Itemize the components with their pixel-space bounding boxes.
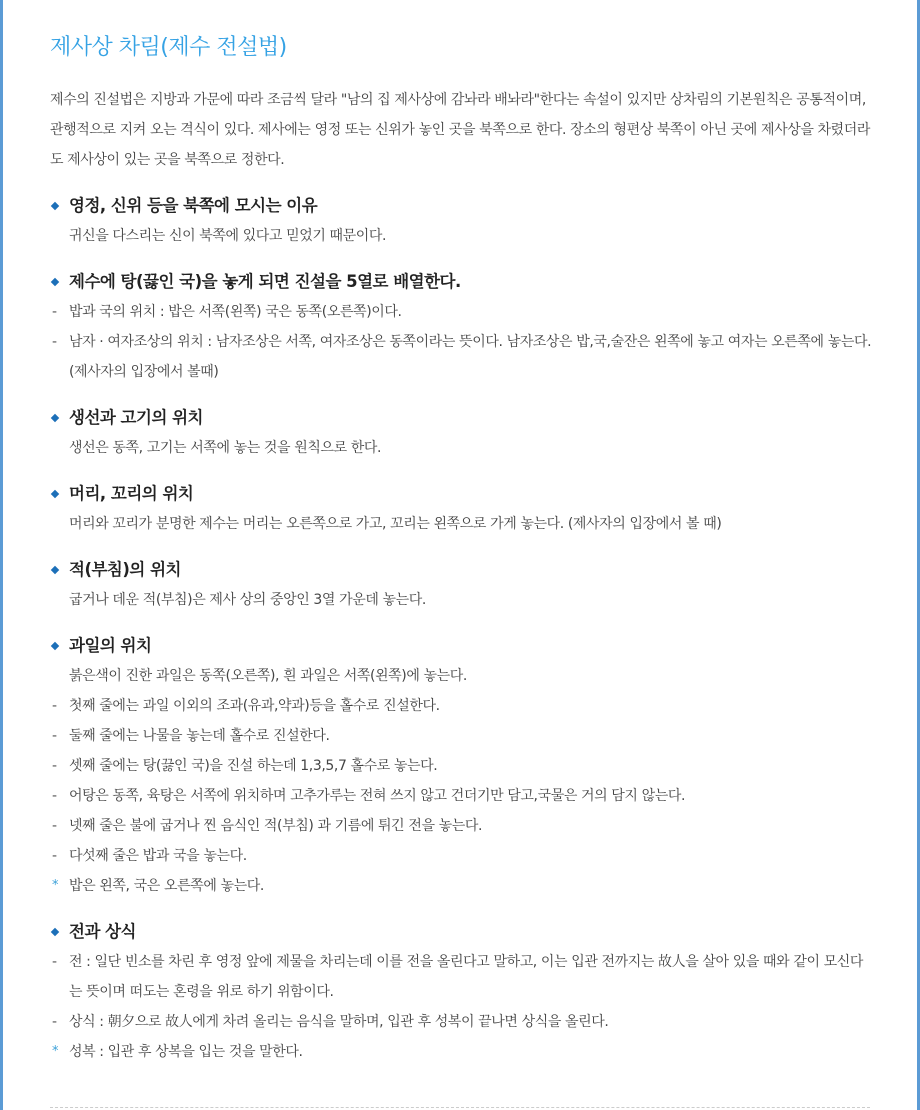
line-text: 둘째 줄에는 나물을 놓는데 홀수로 진설한다. [69, 728, 330, 744]
section-heading-text: 과일의 위치 [69, 636, 152, 655]
list-item [50, 1007, 872, 1037]
section-heading-text: 적(부침)의 위치 [69, 560, 181, 579]
section [50, 555, 872, 615]
page-title: 제사상 차림(제수 전설법) [50, 35, 287, 60]
section-heading [50, 403, 872, 433]
section-text [50, 585, 872, 615]
line-text: 전 : 일단 빈소를 차린 후 영정 앞에 제물을 차리는데 이를 전을 올린다고 말하고, 이는 입관 전까지는 故人을 살아 있을 때와 같이 모신다는 뜻이며 떠도는 혼령을 위로 하기 위함이다. [69, 954, 863, 1000]
line-text: 밥은 왼쪽, 국은 오른쪽에 놓는다. [69, 878, 264, 894]
line-text: 첫째 줄에는 과일 이외의 조과(유과,약과)등을 홀수로 진설한다. [69, 698, 440, 714]
dash-icon: - [52, 1014, 57, 1030]
list-item [50, 781, 872, 811]
diamond-bullet-icon [51, 566, 59, 574]
list-item [50, 691, 872, 721]
section-heading-text: 영정, 신위 등을 북쪽에 모시는 이유 [69, 196, 318, 215]
list-item [50, 947, 872, 1007]
dash-icon: - [52, 788, 57, 804]
section-heading [50, 631, 872, 661]
line-text: 셋째 줄에는 탕(끓인 국)을 진설 하는데 1,3,5,7 홀수로 놓는다. [69, 758, 438, 774]
line-text: 굽거나 데운 적(부침)은 제사 상의 중앙인 3열 가운데 놓는다. [69, 592, 426, 608]
section-text [50, 221, 872, 251]
section [50, 267, 872, 387]
line-text: 남자 · 여자조상의 위치 : 남자조상은 서쪽, 여자조상은 동쪽이라는 뜻이다. 남자조상은 밥,국,술잔은 왼쪽에 놓고 여자는 오른쪽에 놓는다. (제사자의 입장에서 볼때) [69, 334, 872, 380]
diamond-bullet-icon [51, 642, 59, 650]
diamond-bullet-icon [51, 278, 59, 286]
line-text: 붉은색이 진한 과일은 동쪽(오른쪽), 흰 과일은 서쪽(왼쪽)에 놓는다. [69, 668, 467, 684]
section-text [50, 433, 872, 463]
section-heading-text: 전과 상식 [69, 922, 137, 941]
list-item [50, 327, 872, 387]
section-heading [50, 555, 872, 585]
section [50, 191, 872, 251]
line-text: 어탕은 동쪽, 육탕은 서쪽에 위치하며 고추가루는 전혀 쓰지 않고 건더기만 담고,국물은 거의 담지 않는다. [69, 788, 686, 804]
line-text: 상식 : 朝夕으로 故人에게 차려 올리는 음식을 말하며, 입관 후 성복이 끝나면 상식을 올린다. [69, 1014, 609, 1030]
section [50, 479, 872, 539]
dash-icon: - [52, 304, 57, 320]
section-heading-text: 제수에 탕(끓인 국)을 놓게 되면 진설을 5열로 배열한다. [69, 272, 461, 291]
line-text: 성복 : 입관 후 상복을 입는 것을 말한다. [69, 1044, 303, 1060]
note-item [50, 1037, 872, 1067]
section-heading-text: 생선과 고기의 위치 [69, 408, 204, 427]
sections-list [50, 191, 872, 1067]
dash-icon: - [52, 848, 57, 864]
list-item [50, 751, 872, 781]
diamond-bullet-icon [51, 414, 59, 422]
dash-icon: - [52, 334, 57, 350]
bottom-divider [50, 1107, 870, 1108]
article [50, 0, 872, 1067]
intro-paragraph: 제수의 진설법은 지방과 가문에 따라 조금씩 달라 "남의 집 제사상에 감놔라 배놔라"한다는 속설이 있지만 상차림의 기본원칙은 공통적이며, 관행적으로 지켜 오는 격식이 있다. 제사에는 영정 또는 신위가 놓인 곳을 북쪽으로 한다. 장소의 형편상 북쪽이 아닌 곳에 제사상을 차렸더라도 제사상이 있는 곳을 북쪽으로 정한다. [50, 92, 870, 168]
section-heading [50, 917, 872, 947]
list-item [50, 297, 872, 327]
section [50, 917, 872, 1067]
asterisk-icon: * [52, 1044, 59, 1059]
section-heading [50, 479, 872, 509]
list-item [50, 721, 872, 751]
dash-icon: - [52, 758, 57, 774]
section-text [50, 661, 872, 691]
section-heading [50, 267, 872, 297]
section-text [50, 509, 872, 539]
line-text: 생선은 동쪽, 고기는 서쪽에 놓는 것을 원칙으로 한다. [69, 440, 382, 456]
section [50, 403, 872, 463]
dash-icon: - [52, 818, 57, 834]
dash-icon: - [52, 728, 57, 744]
dash-icon: - [52, 954, 57, 970]
dash-icon: - [52, 698, 57, 714]
line-text: 머리와 꼬리가 분명한 제수는 머리는 오른쪽으로 가고, 꼬리는 왼쪽으로 가게 놓는다. (제사자의 입장에서 볼 때) [69, 516, 722, 532]
line-text: 넷째 줄은 불에 굽거나 찐 음식인 적(부침) 과 기름에 튀긴 전을 놓는다. [69, 818, 483, 834]
line-text: 다섯째 줄은 밥과 국을 놓는다. [69, 848, 247, 864]
section-heading-text: 머리, 꼬리의 위치 [69, 484, 194, 503]
list-item [50, 811, 872, 841]
asterisk-icon: * [52, 878, 59, 893]
section [50, 631, 872, 901]
line-text: 귀신을 다스리는 신이 북쪽에 있다고 믿었기 때문이다. [69, 228, 387, 244]
diamond-bullet-icon [51, 928, 59, 936]
list-item [50, 841, 872, 871]
note-item [50, 871, 872, 901]
line-text: 밥과 국의 위치 : 밥은 서쪽(왼쪽) 국은 동쪽(오른쪽)이다. [69, 304, 402, 320]
section-heading [50, 191, 872, 221]
diamond-bullet-icon [51, 202, 59, 210]
diamond-bullet-icon [51, 490, 59, 498]
